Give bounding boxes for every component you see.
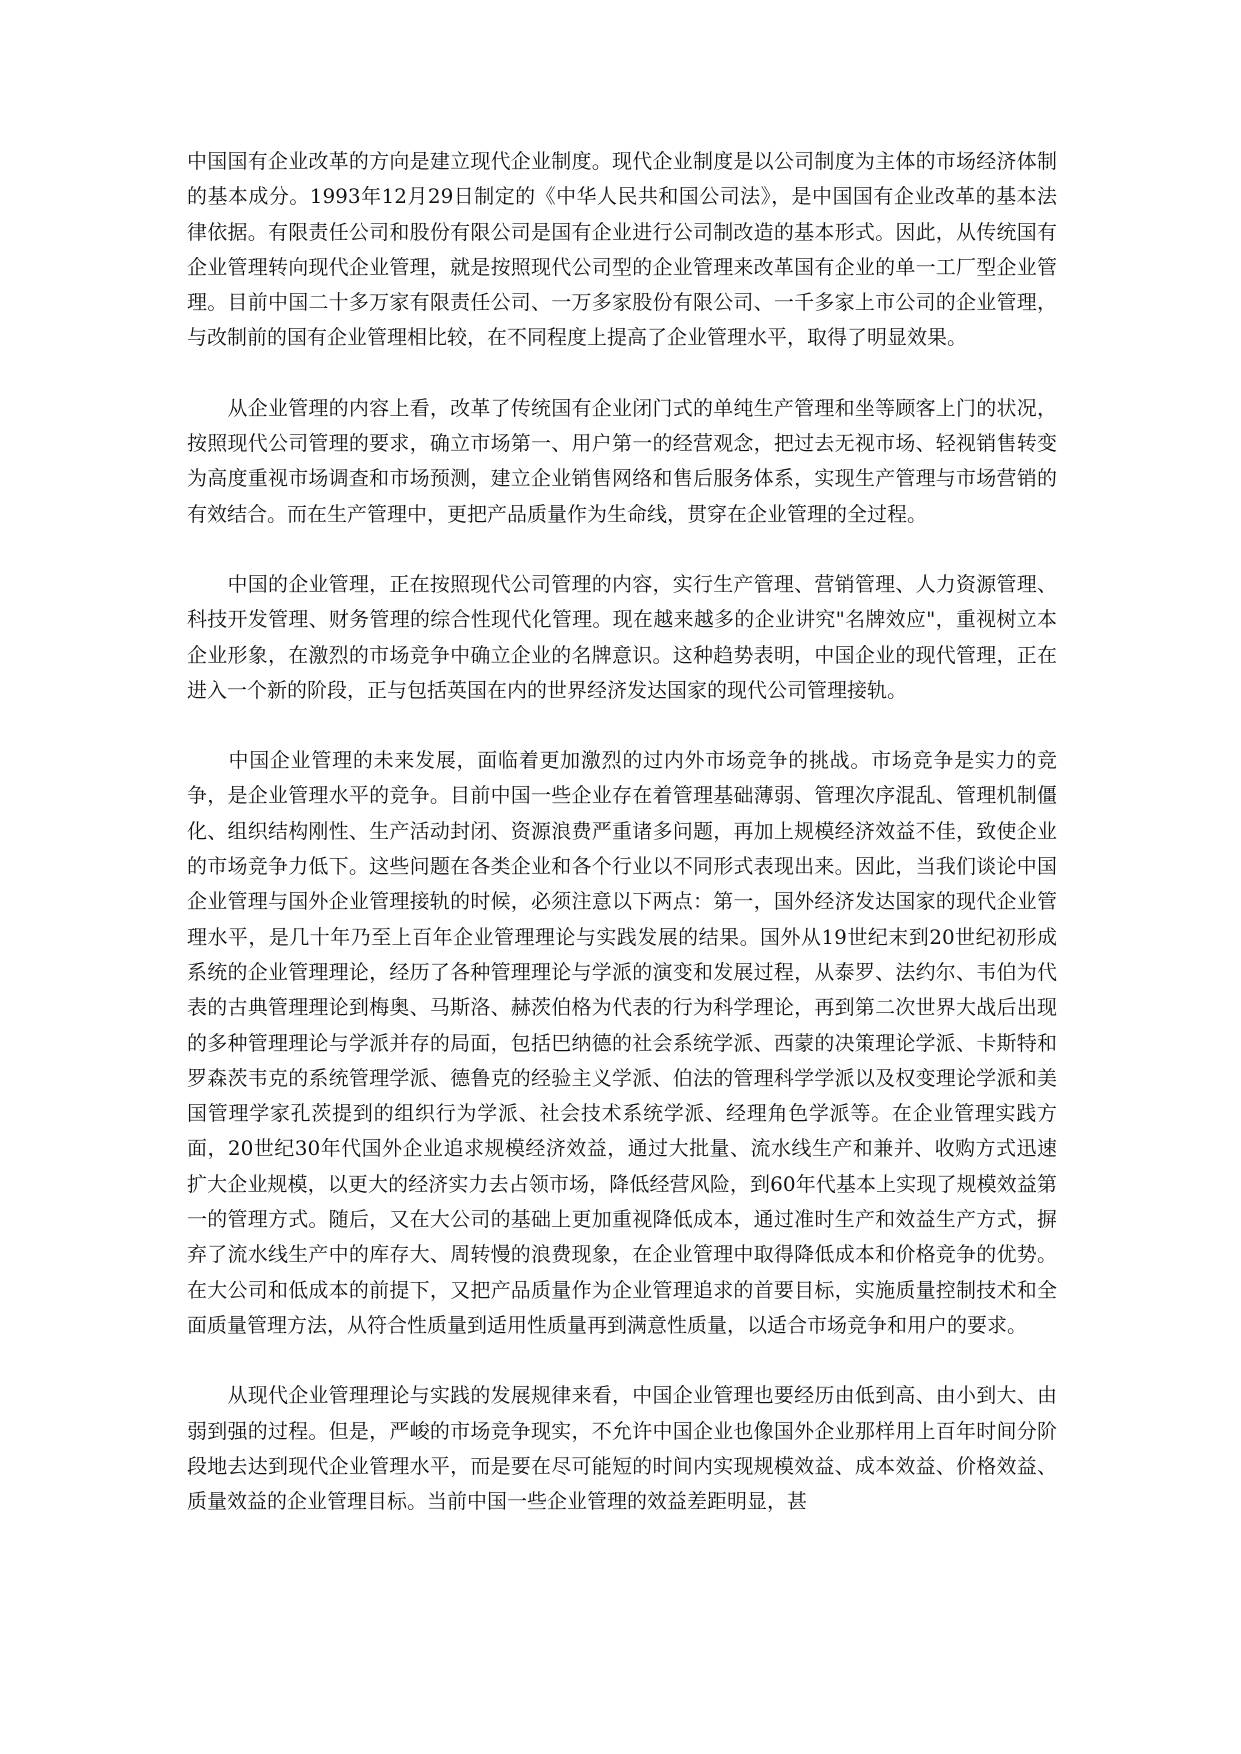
paragraph-5: 从现代企业管理理论与实践的发展规律来看，中国企业管理也要经历由低到高、由小到大、由弱到强的过程。但是，严峻的市场竞争现实，不允许中国企业也像国外企业那样用上百年时间分阶段地去达到现代企业管理水平，而是要在尽可能短的时间内实现规模效益、成本效益、价格效益、质量效益的企业管理目标。当前中国一些企业管理的效益差距明显，甚 bbox=[187, 1383, 1057, 1514]
paragraph-3: 中国的企业管理，正在按照现代公司管理的内容，实行生产管理、营销管理、人力资源管理、科技开发管理、财务管理的综合性现代化管理。现在越来越多的企业讲究"名牌效应"，重视树立本企业形象，在激烈的市场竞争中确立企业的名牌意识。这种趋势表明，中国企业的现代管理，正在进入一个新的阶段，正与包括英国在内的世界经济发达国家的现代公司管理接轨。 bbox=[187, 571, 1057, 702]
paragraph-4: 中国企业管理的未来发展，面临着更加激烈的过内外市场竞争的挑战。市场竞争是实力的竞争，是企业管理水平的竞争。目前中国一些企业存在着管理基础薄弱、管理次序混乱、管理机制僵化、组织结构刚性、生产活动封闭、资源浪费严重诸多问题，再加上规模经济效益不佳，致使企业的市场竞争力低下。这些问题在各类企业和各个行业以不同形式表现出来。因此，当我们谈论中国企业管理与国外企业管理接轨的时候，必须注意以下两点：第一，国外经济发达国家的现代企业管理水平，是几十年乃至上百年企业管理理论与实践发展的结果。国外从19世纪末到20世纪初形成系统的企业管理理论，经历了各种管理理论与学派的演变和发展过程，从泰罗、法约尔、韦伯为代表的古典管理理论到梅奥、马斯洛、赫茨伯格为代表的行为科学理论，再到第二次世界大战后出现的多种管理理论与学派并存的局面，包括巴纳德的社会系统学派、西蒙的决策理论学派、卡斯特和罗森茨韦克的系统管理学派、德鲁克的经验主义学派、伯法的管理科学学派以及权变理论学派和美国管理学家孔茨提到的组织行为学派、社会技术系统学派、经理角色学派等。在企业管理实践方面，20世纪30年代国外企业追求规模经济效益，通过大批量、流水线生产和兼并、收购方式迅速扩大企业规模，以更大的经济实力去占领市场，降低经营风险，到60年代基本上实现了规模效益第一的管理方式。随后，又在大公司的基础上更加重视降低成本，通过准时生产和效益生产方式，摒弃了流水线生产中的库存大、周转慢的浪费现象，在企业管理中取得降低成本和价格竞争的优势。在大公司和低成本的前提下，又把产品质量作为企业管理追求的首要目标，实施质量控制技术和全面质量管理方法，从符合性质量到适用性质量再到满意性质量，以适合市场竞争和用户的要求。 bbox=[187, 748, 1057, 1337]
document-body bbox=[187, 144, 1057, 1554]
paragraph-1: 中国国有企业改革的方向是建立现代企业制度。现代企业制度是以公司制度为主体的市场经济体制的基本成分。1993年12月29日制定的《中华人民共和国公司法》，是中国国有企业改革的基本法律依据。有限责任公司和股份有限公司是国有企业进行公司制改造的基本形式。因此，从传统国有企业管理转向现代企业管理，就是按照现代公司型的企业管理来改革国有企业的单一工厂型企业管理。目前中国二十多万家有限责任公司、一万多家股份有限公司、一千多家上市公司的企业管理，与改制前的国有企业管理相比较，在不同程度上提高了企业管理水平，取得了明显效果。 bbox=[187, 149, 1057, 350]
paragraph-2: 从企业管理的内容上看，改革了传统国有企业闭门式的单纯生产管理和坐等顾客上门的状况，按照现代公司管理的要求，确立市场第一、用户第一的经营观念，把过去无视市场、轻视销售转变为高度重视市场调查和市场预测，建立企业销售网络和售后服务体系，实现生产管理与市场营销的有效结合。而在生产管理中，更把产品质量作为生命线，贯穿在企业管理的全过程。 bbox=[187, 395, 1057, 526]
